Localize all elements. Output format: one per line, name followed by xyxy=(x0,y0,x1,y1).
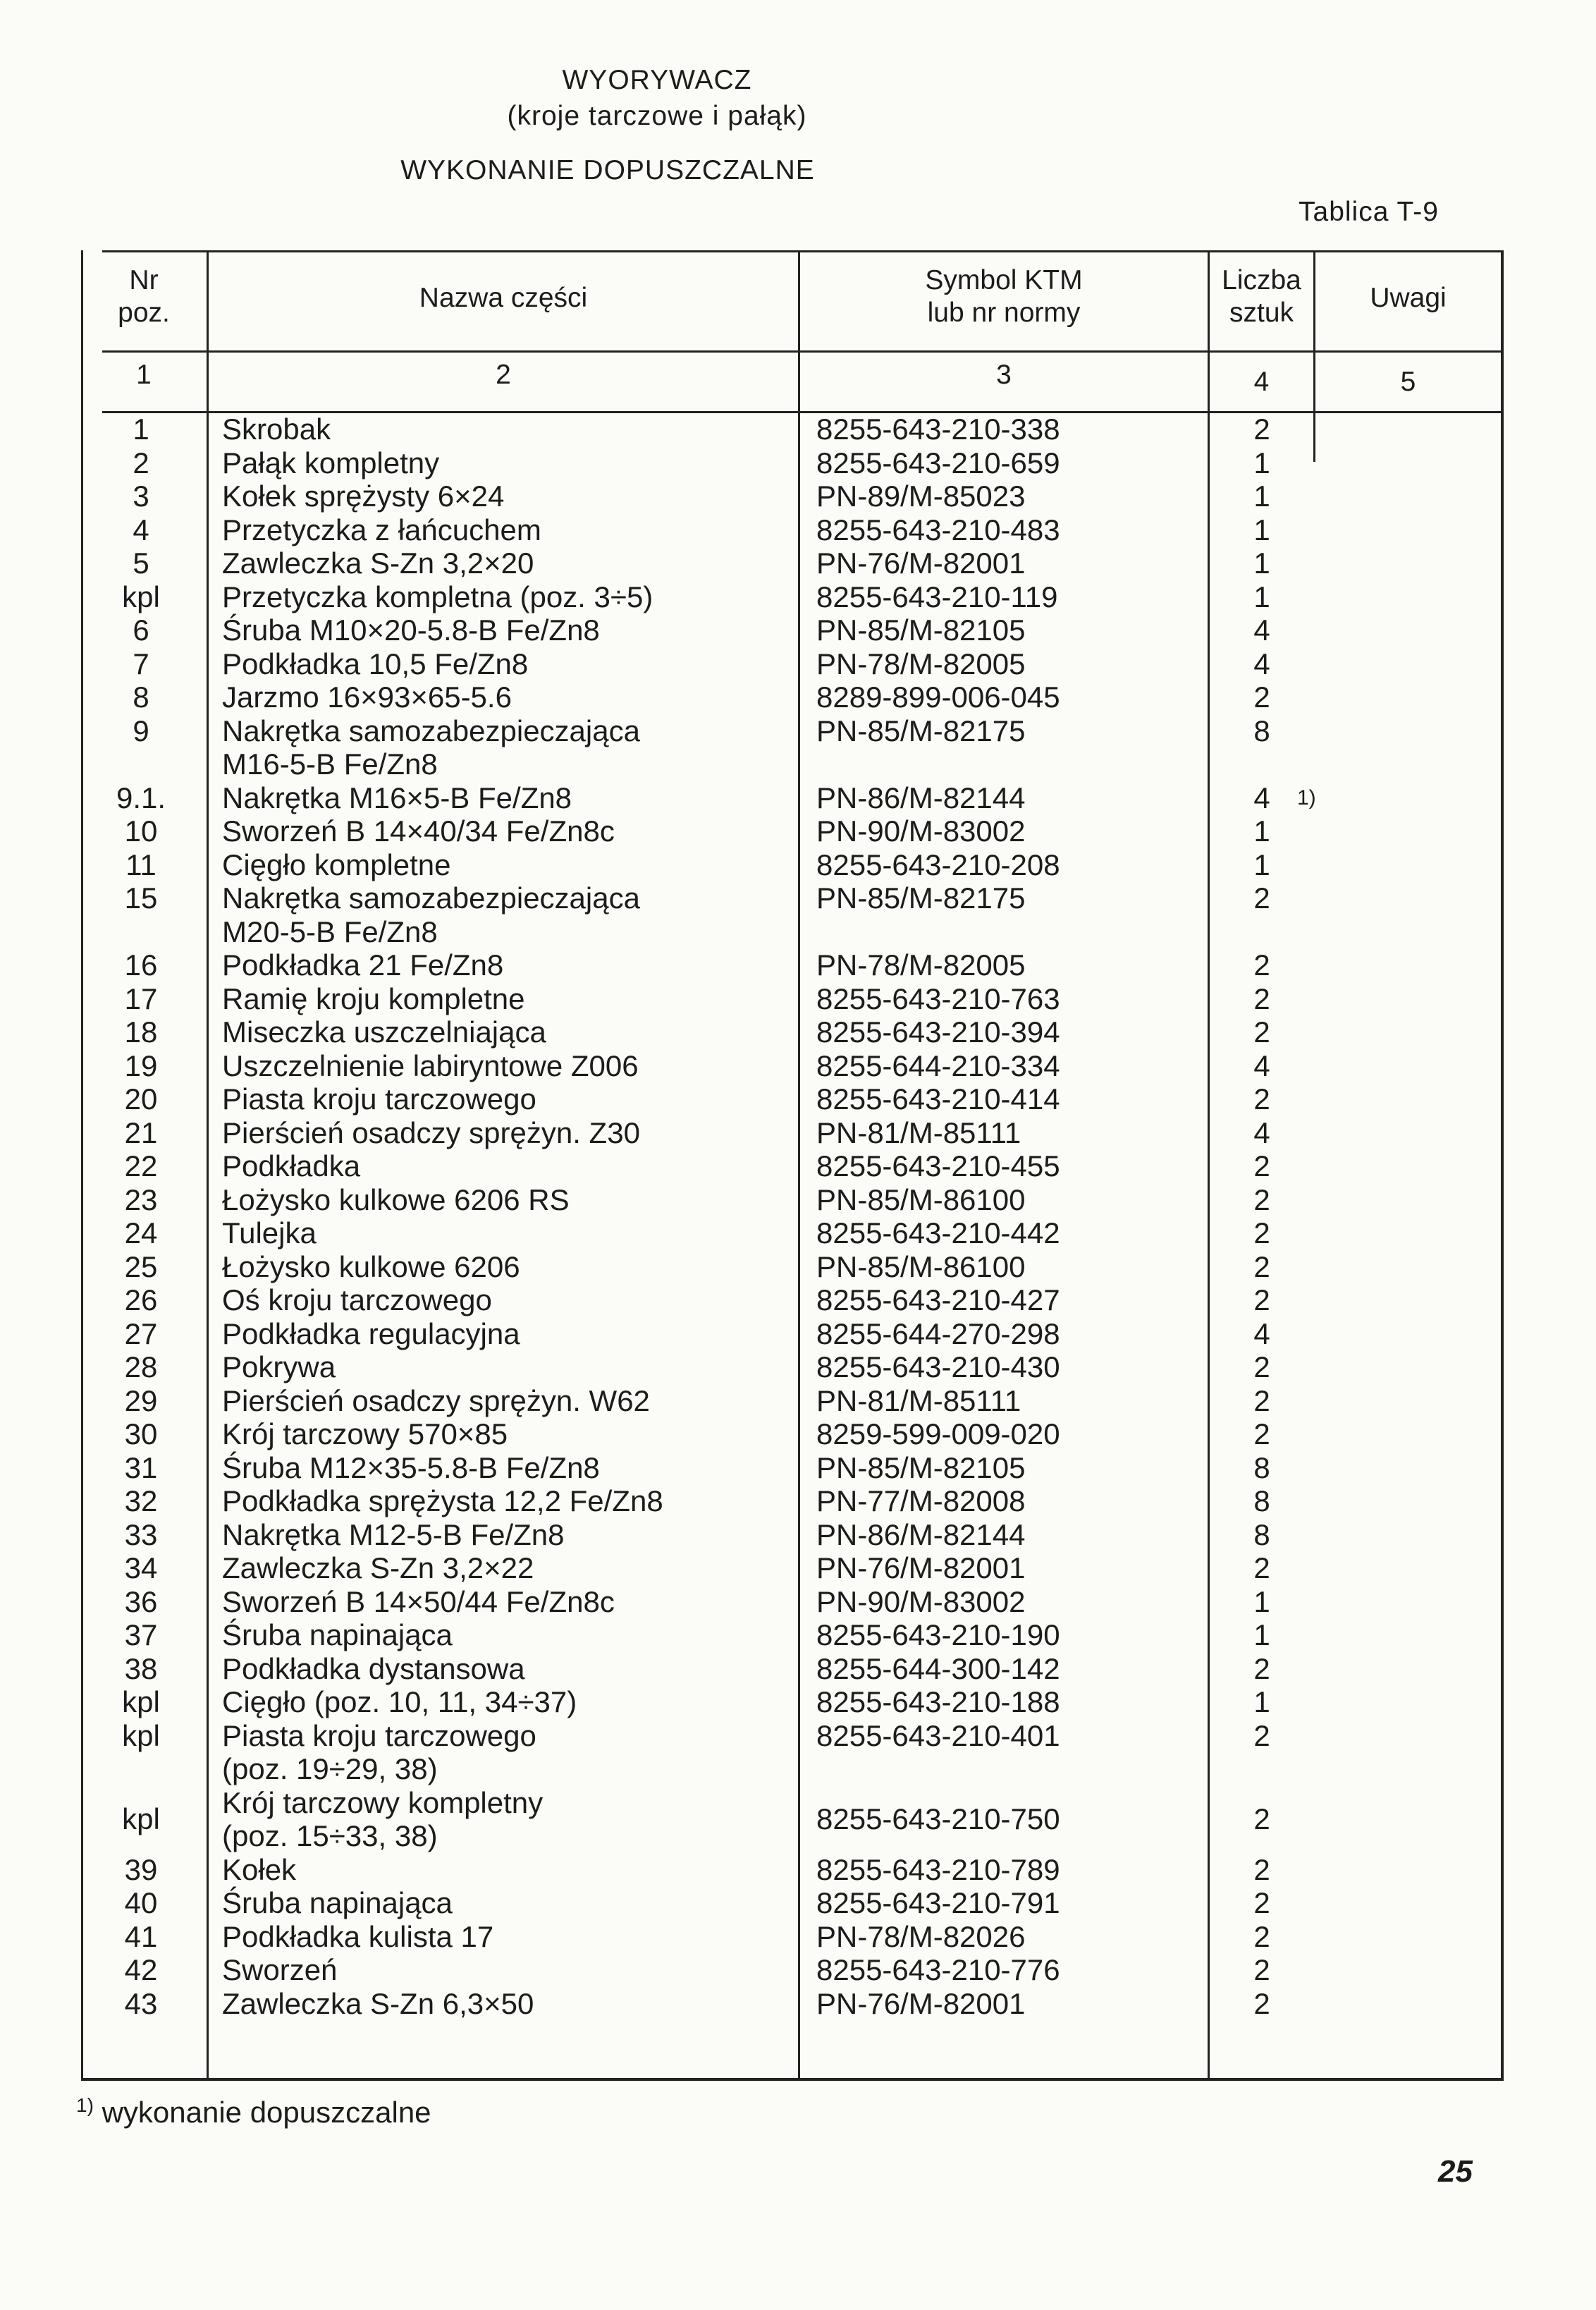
cell-symbol: PN-85/M-86100 xyxy=(816,1182,1026,1216)
cell-symbol: PN-81/M-85111 xyxy=(816,1116,1021,1149)
table-row xyxy=(81,1484,1504,1518)
table-reference: Tablica T-9 xyxy=(1299,197,1439,227)
cell-name: Zawleczka S-Zn 6,3×50 xyxy=(222,1986,534,2020)
cell-name: Nakrętka samozabezpieczająca xyxy=(222,881,640,915)
cell-name: Nakrętka samozabezpieczająca xyxy=(222,714,640,747)
header-qty xyxy=(1210,264,1313,329)
parts-table xyxy=(81,250,1504,2080)
cell-qty: 2 xyxy=(1253,1082,1270,1116)
table-row xyxy=(81,613,1504,647)
header-divider xyxy=(102,350,1504,353)
cell-name: Skrobak xyxy=(222,412,331,446)
cell-symbol: 8255-644-210-334 xyxy=(816,1049,1060,1082)
cell-symbol: PN-85/M-82105 xyxy=(816,613,1026,647)
table-row xyxy=(81,1183,1504,1217)
table-row xyxy=(81,1417,1504,1451)
header-name: Nazwa części xyxy=(419,283,588,313)
table-row xyxy=(81,948,1504,982)
cell-nr: 32 xyxy=(124,1484,158,1517)
cell-nr: 36 xyxy=(124,1584,158,1618)
cell-qty: 4 xyxy=(1253,1116,1270,1149)
cell-symbol: PN-85/M-82105 xyxy=(816,1450,1026,1484)
table-row xyxy=(81,1384,1504,1418)
cell-symbol: 8259-599-009-020 xyxy=(816,1417,1060,1450)
table-row xyxy=(81,1719,1504,1786)
cell-symbol: PN-89/M-85023 xyxy=(816,479,1026,513)
header-symbol-line2: lub nr normy xyxy=(927,298,1081,328)
table-row xyxy=(81,714,1504,781)
cell-symbol: PN-77/M-82008 xyxy=(816,1484,1026,1517)
cell-nr: 15 xyxy=(124,881,158,915)
cell-qty: 2 xyxy=(1253,1417,1270,1450)
cell-symbol: PN-86/M-82144 xyxy=(816,781,1026,814)
table-row xyxy=(81,1283,1504,1317)
cell-symbol: 8255-643-210-750 xyxy=(816,1802,1060,1835)
cell-nr: 3 xyxy=(133,479,149,513)
table-row xyxy=(81,1886,1504,1920)
cell-qty: 2 xyxy=(1253,1283,1270,1316)
cell-name: Piasta kroju tarczowego xyxy=(222,1082,536,1116)
table-row xyxy=(81,546,1504,580)
cell-symbol: PN-85/M-86100 xyxy=(816,1249,1026,1283)
cell-nr: 34 xyxy=(124,1551,158,1584)
table-row xyxy=(81,1853,1504,1887)
cell-nr: 6 xyxy=(133,613,149,647)
cell-symbol: PN-86/M-82144 xyxy=(816,1517,1026,1551)
table-row xyxy=(81,1518,1504,1552)
cell-nr: 41 xyxy=(124,1919,158,1953)
cell-name: Pierścień osadczy sprężyn. Z30 xyxy=(222,1116,640,1149)
cell-name: Oś kroju tarczowego xyxy=(222,1283,492,1316)
cell-name: Pierścień osadczy sprężyn. W62 xyxy=(222,1383,650,1417)
cell-symbol: 8255-643-210-442 xyxy=(816,1216,1060,1249)
cell-qty: 1 xyxy=(1253,513,1270,546)
table-row xyxy=(81,513,1504,547)
cell-qty: 1 xyxy=(1253,580,1270,613)
cell-name: Krój tarczowy kompletny xyxy=(222,1785,544,1819)
cell-nr: 31 xyxy=(124,1450,158,1484)
cell-symbol: PN-76/M-82001 xyxy=(816,546,1026,580)
cell-name: Podkładka dystansowa xyxy=(222,1651,525,1685)
cell-symbol: 8255-643-210-659 xyxy=(816,446,1060,479)
table-row xyxy=(81,1786,1504,1853)
cell-qty: 2 xyxy=(1253,1718,1270,1752)
header-nr xyxy=(81,264,207,329)
cell-name: Podkładka xyxy=(222,1149,361,1182)
cell-symbol: PN-76/M-82001 xyxy=(816,1551,1026,1584)
cell-qty: 2 xyxy=(1253,1919,1270,1953)
cell-qty: 8 xyxy=(1253,1484,1270,1517)
cell-qty: 2 xyxy=(1253,1249,1270,1283)
cell-symbol: PN-81/M-85111 xyxy=(816,1383,1021,1417)
cell-qty: 2 xyxy=(1253,1149,1270,1182)
header-symbol-line1: Symbol KTM xyxy=(925,265,1083,295)
cell-nr: 38 xyxy=(124,1651,158,1685)
cell-nr: 30 xyxy=(124,1417,158,1450)
table-row xyxy=(81,1451,1504,1485)
cell-symbol: 8255-643-210-188 xyxy=(816,1685,1060,1718)
cell-name: M20-5-B Fe/Zn8 xyxy=(222,915,438,948)
cell-symbol: PN-78/M-82005 xyxy=(816,948,1026,982)
cell-name: M16-5-B Fe/Zn8 xyxy=(222,747,438,781)
cell-name: Tulejka xyxy=(222,1216,317,1249)
cell-nr: 17 xyxy=(124,982,158,1015)
table-row xyxy=(81,1920,1504,1954)
cell-symbol: 8255-644-270-298 xyxy=(816,1316,1060,1350)
cell-name: Śruba napinająca xyxy=(222,1886,453,1919)
header-qty-line1: Liczba xyxy=(1222,265,1301,295)
cell-qty: 1 xyxy=(1253,546,1270,580)
table-row xyxy=(81,1049,1504,1083)
cell-qty: 2 xyxy=(1253,1182,1270,1216)
cell-name: Nakrętka M16×5-B Fe/Zn8 xyxy=(222,781,572,814)
cell-name: Kołek sprężysty 6×24 xyxy=(222,479,505,513)
table-row xyxy=(81,479,1504,513)
table-row xyxy=(81,1015,1504,1049)
cell-nr: 23 xyxy=(124,1182,158,1216)
colnum-5: 5 xyxy=(1400,367,1416,397)
cell-qty: 1 xyxy=(1253,814,1270,848)
cell-qty: 1 xyxy=(1253,446,1270,479)
table-row xyxy=(81,680,1504,714)
cell-name: Piasta kroju tarczowego xyxy=(222,1718,536,1752)
table-row xyxy=(81,1250,1504,1284)
cell-name: Podkładka kulista 17 xyxy=(222,1919,494,1953)
table-border-bottom xyxy=(81,2078,1504,2081)
cell-nr: 10 xyxy=(124,814,158,848)
cell-name: Kołek xyxy=(222,1852,297,1886)
table-row xyxy=(81,848,1504,882)
cell-qty: 2 xyxy=(1253,1383,1270,1417)
table-row xyxy=(81,412,1504,446)
document-title: WYORYWACZ xyxy=(562,65,752,95)
cell-symbol: 8255-643-210-763 xyxy=(816,982,1060,1015)
cell-symbol: 8255-643-210-394 xyxy=(816,1015,1060,1049)
cell-qty: 2 xyxy=(1253,881,1270,915)
cell-nr: 22 xyxy=(124,1149,158,1182)
cell-qty: 1 xyxy=(1253,1618,1270,1651)
table-body xyxy=(81,412,1504,2020)
header-nr-line1: Nr xyxy=(129,265,159,295)
cell-name: Cięgło (poz. 10, 11, 34÷37) xyxy=(222,1685,577,1718)
cell-nr: 27 xyxy=(124,1316,158,1350)
table-row xyxy=(81,1551,1504,1585)
cell-nr: 39 xyxy=(124,1852,158,1886)
cell-symbol: PN-78/M-82026 xyxy=(816,1919,1026,1953)
cell-nr: kpl xyxy=(122,1718,160,1752)
table-row xyxy=(81,881,1504,948)
cell-qty: 4 xyxy=(1253,613,1270,647)
table-row xyxy=(81,814,1504,848)
cell-qty: 2 xyxy=(1253,1350,1270,1383)
cell-nr: 1 xyxy=(133,412,149,446)
cell-symbol: PN-76/M-82001 xyxy=(816,1986,1026,2020)
cell-symbol: 8255-643-210-455 xyxy=(816,1149,1060,1182)
cell-symbol: 8255-643-210-338 xyxy=(816,412,1060,446)
cell-nr: 42 xyxy=(124,1953,158,1986)
cell-nr: 2 xyxy=(133,446,149,479)
variant-heading: WYKONANIE DOPUSZCZALNE xyxy=(400,155,815,185)
cell-nr: kpl xyxy=(122,580,160,613)
cell-qty: 2 xyxy=(1253,948,1270,982)
table-row xyxy=(81,647,1504,681)
cell-nr: kpl xyxy=(122,1685,160,1718)
cell-qty: 8 xyxy=(1253,1450,1270,1484)
cell-symbol: 8255-643-210-119 xyxy=(816,580,1058,613)
document-subtitle: (kroje tarczowe i pałąk) xyxy=(507,101,807,131)
cell-name: Łożysko kulkowe 6206 RS xyxy=(222,1182,570,1216)
table-row xyxy=(81,1618,1504,1652)
cell-name: Pałąk kompletny xyxy=(222,446,440,479)
table-row xyxy=(81,1082,1504,1116)
cell-nr: 7 xyxy=(133,647,149,680)
table-border-top xyxy=(102,250,1504,252)
colnum-1: 1 xyxy=(136,360,152,390)
table-row xyxy=(81,1987,1504,2021)
table-row xyxy=(81,580,1504,614)
cell-name: Pokrywa xyxy=(222,1350,336,1383)
footnote-text: wykonanie dopuszczalne xyxy=(102,2096,431,2129)
cell-qty: 2 xyxy=(1253,1015,1270,1049)
cell-symbol: 8255-643-210-208 xyxy=(816,848,1060,881)
cell-nr: 18 xyxy=(124,1015,158,1049)
cell-symbol: 8255-643-210-776 xyxy=(816,1953,1060,1986)
cell-symbol: 8255-643-210-789 xyxy=(816,1852,1060,1886)
cell-name: Sworzeń xyxy=(222,1953,338,1986)
cell-nr: 43 xyxy=(124,1986,158,2020)
cell-name: Śruba M12×35-5.8-B Fe/Zn8 xyxy=(222,1450,600,1484)
table-row xyxy=(81,1149,1504,1183)
cell-name: Krój tarczowy 570×85 xyxy=(222,1417,508,1450)
cell-qty: 2 xyxy=(1253,1986,1270,2020)
cell-symbol: PN-90/M-83002 xyxy=(816,1584,1026,1618)
cell-nr: 4 xyxy=(133,513,149,546)
cell-qty: 2 xyxy=(1253,1551,1270,1584)
table-row xyxy=(81,1652,1504,1686)
cell-nr: 21 xyxy=(124,1116,158,1149)
cell-symbol: 8255-643-210-190 xyxy=(816,1618,1060,1651)
cell-name: Łożysko kulkowe 6206 xyxy=(222,1249,520,1283)
cell-nr: 29 xyxy=(124,1383,158,1417)
cell-nr: 40 xyxy=(124,1886,158,1919)
cell-name: Zawleczka S-Zn 3,2×22 xyxy=(222,1551,534,1584)
cell-nr: 24 xyxy=(124,1216,158,1249)
cell-symbol: 8255-643-210-414 xyxy=(816,1082,1060,1116)
cell-qty: 8 xyxy=(1253,1517,1270,1551)
colnum-3: 3 xyxy=(996,360,1012,390)
cell-symbol: 8289-899-006-045 xyxy=(816,680,1060,714)
cell-qty: 1 xyxy=(1253,1685,1270,1718)
cell-name: Uszczelnienie labiryntowe Z006 xyxy=(222,1049,639,1082)
footnote xyxy=(76,2094,431,2129)
cell-name: Jarzmo 16×93×65-5.6 xyxy=(222,680,512,714)
cell-name: Przetyczka z łańcuchem xyxy=(222,513,541,546)
cell-name: (poz. 15÷33, 38) xyxy=(222,1819,438,1852)
table-row xyxy=(81,446,1504,480)
cell-qty: 2 xyxy=(1253,1886,1270,1919)
cell-name: Cięgło kompletne xyxy=(222,848,451,881)
cell-qty: 2 xyxy=(1253,1216,1270,1249)
header-qty-line2: sztuk xyxy=(1229,298,1294,328)
cell-symbol: 8255-643-210-427 xyxy=(816,1283,1060,1316)
cell-name: Śruba napinająca xyxy=(222,1618,453,1651)
cell-nr: 5 xyxy=(133,546,149,580)
cell-nr: 25 xyxy=(124,1249,158,1283)
cell-qty: 4 xyxy=(1253,647,1270,680)
cell-name: Śruba M10×20-5.8-B Fe/Zn8 xyxy=(222,613,600,647)
cell-symbol: PN-78/M-82005 xyxy=(816,647,1026,680)
footnote-marker: 1) xyxy=(76,2094,94,2116)
cell-qty: 1 xyxy=(1253,1584,1270,1618)
table-row xyxy=(81,1116,1504,1150)
cell-qty: 2 xyxy=(1253,680,1270,714)
cell-name: Sworzeń B 14×40/34 Fe/Zn8c xyxy=(222,814,615,848)
cell-qty: 2 xyxy=(1253,982,1270,1015)
cell-qty: 2 xyxy=(1253,1651,1270,1685)
table-row xyxy=(81,1685,1504,1719)
cell-qty: 4 xyxy=(1253,1316,1270,1350)
table-row xyxy=(81,982,1504,1016)
cell-name: Podkładka sprężysta 12,2 Fe/Zn8 xyxy=(222,1484,663,1517)
header-symbol xyxy=(800,264,1208,329)
table-row xyxy=(81,1317,1504,1351)
cell-nr: 19 xyxy=(124,1049,158,1082)
table-row xyxy=(81,781,1504,815)
table-row xyxy=(81,1350,1504,1384)
cell-qty: 2 xyxy=(1253,1852,1270,1886)
cell-qty: 4 xyxy=(1253,1049,1270,1082)
cell-nr: 20 xyxy=(124,1082,158,1116)
cell-symbol: 8255-644-300-142 xyxy=(816,1651,1060,1685)
cell-nr: 8 xyxy=(133,680,149,714)
cell-name: Ramię kroju kompletne xyxy=(222,982,525,1015)
cell-note: 1) xyxy=(1297,786,1316,809)
colnum-2: 2 xyxy=(496,360,511,390)
cell-name: Zawleczka S-Zn 3,2×20 xyxy=(222,546,534,580)
colnum-4: 4 xyxy=(1253,367,1270,397)
cell-symbol: 8255-643-210-430 xyxy=(816,1350,1060,1383)
cell-name: Sworzeń B 14×50/44 Fe/Zn8c xyxy=(222,1584,615,1618)
cell-qty: 2 xyxy=(1253,1802,1270,1835)
cell-qty: 2 xyxy=(1253,1953,1270,1986)
table-row xyxy=(81,1953,1504,1987)
cell-nr: 9 xyxy=(133,714,149,747)
cell-name: Przetyczka kompletna (poz. 3÷5) xyxy=(222,580,653,613)
cell-qty: 1 xyxy=(1253,479,1270,513)
cell-name: (poz. 19÷29, 38) xyxy=(222,1752,438,1785)
cell-name: Podkładka regulacyjna xyxy=(222,1316,520,1350)
header-notes: Uwagi xyxy=(1370,283,1447,313)
cell-qty: 4 xyxy=(1253,781,1270,814)
cell-symbol: 8255-643-210-483 xyxy=(816,513,1060,546)
table-row xyxy=(81,1216,1504,1250)
cell-name: Miseczka uszczelniająca xyxy=(222,1015,546,1049)
cell-qty: 2 xyxy=(1253,412,1270,446)
cell-symbol: 8255-643-210-791 xyxy=(816,1886,1060,1919)
cell-symbol: PN-85/M-82175 xyxy=(816,881,1026,915)
cell-nr: 37 xyxy=(124,1618,158,1651)
table-row xyxy=(81,1585,1504,1619)
cell-nr: 9.1. xyxy=(116,781,166,814)
cell-qty: 1 xyxy=(1253,848,1270,881)
cell-qty: 8 xyxy=(1253,714,1270,747)
cell-nr: 33 xyxy=(124,1517,158,1551)
cell-nr: kpl xyxy=(122,1802,160,1835)
cell-name: Podkładka 21 Fe/Zn8 xyxy=(222,948,504,982)
cell-name: Podkładka 10,5 Fe/Zn8 xyxy=(222,647,529,680)
cell-symbol: PN-90/M-83002 xyxy=(816,814,1026,848)
cell-nr: 28 xyxy=(124,1350,158,1383)
header-nr-line2: poz. xyxy=(118,298,170,328)
cell-nr: 11 xyxy=(125,848,156,881)
cell-nr: 16 xyxy=(124,948,158,982)
cell-name: Nakrętka M12-5-B Fe/Zn8 xyxy=(222,1517,565,1551)
cell-nr: 26 xyxy=(124,1283,158,1316)
cell-symbol: 8255-643-210-401 xyxy=(816,1718,1060,1752)
page-number: 25 xyxy=(1438,2154,1473,2189)
cell-symbol: PN-85/M-82175 xyxy=(816,714,1026,747)
